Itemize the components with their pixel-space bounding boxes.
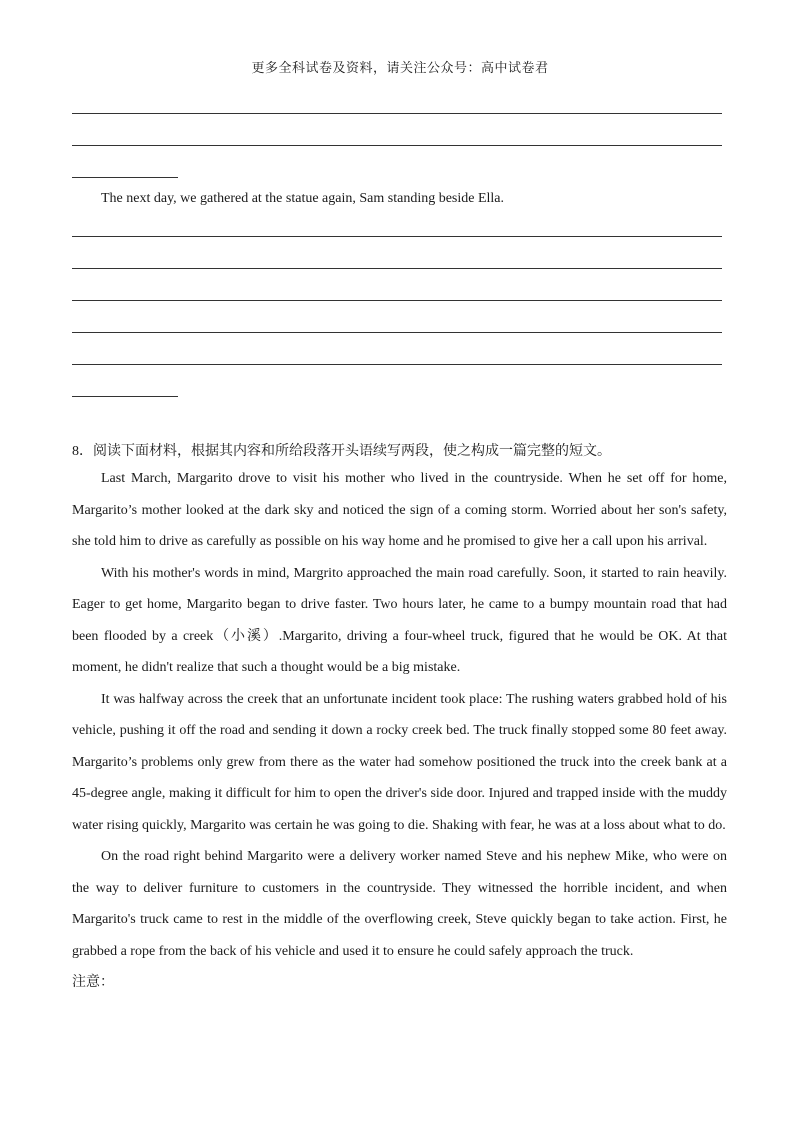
passage-paragraph: Last March, Margarito drove to visit his mother who lived in the countryside. When he set off for home, Margarito’s mother looked at the dark sky and noticed the sign of a coming storm. Worried about her son's safety, she told him to drive as carefully as possible on his way home and he promised to give her a call upon his arrival. bbox=[72, 471, 727, 549]
paragraph-prompt: The next day, we gathered at the statue again, Sam standing beside Ella. bbox=[101, 191, 505, 206]
writing-line bbox=[72, 268, 722, 269]
writing-line-short bbox=[72, 177, 178, 178]
page-header: 更多全科试卷及资料，请关注公众号：高中试卷君 bbox=[251, 60, 549, 75]
passage-paragraph: With his mother's words in mind, Margrito approached the main road carefully. Soon, it started to rain heavily. Eager to get home, Margarito began to drive faster. Two hours later, he came to a bumpy mountain road that had been flooded by a creek（小溪）.Margarito, driving a four-wheel truck, figured that he would be OK. At that moment, he didn't realize that such a thought would be a big mistake. bbox=[72, 565, 727, 675]
question-instruction: 8．阅读下面材料，根据其内容和所给段落开头语续写两段，使之构成一篇完整的短文。 bbox=[72, 444, 611, 459]
writing-line bbox=[72, 332, 722, 333]
writing-line bbox=[72, 113, 722, 114]
note-label: 注意： bbox=[72, 975, 114, 990]
writing-line-short bbox=[72, 396, 178, 397]
passage-paragraph: On the road right behind Margarito were a delivery worker named Steve and his nephew Mike, who were on the way to deliver furniture to customers in the countryside. They witnessed the horrible incident, and when Margarito's truck came to rest in the middle of the overflowing creek, Steve quickly began to take action. First, he grabbed a rope from the back of his vehicle and used it to ensure he could safely approach the truck. bbox=[72, 849, 727, 959]
writing-line bbox=[72, 300, 722, 301]
writing-line bbox=[72, 236, 722, 237]
reading-passage bbox=[72, 463, 727, 999]
writing-line bbox=[72, 364, 722, 365]
writing-line bbox=[72, 145, 722, 146]
passage-paragraph: It was halfway across the creek that an unfortunate incident took place: The rushing waters grabbed hold of his vehicle, pushing it off the road and sending it down a rocky creek bed. The truck finally stopped some 80 feet away. Margarito’s problems only grew from there as the water had somehow positioned the truck into the creek bank at a 45-degree angle, making it difficult for him to open the driver's side door. Injured and trapped inside with the muddy water rising quickly, Margarito was certain he was going to die. Shaking with fear, he was at a loss about what to do. bbox=[72, 691, 727, 833]
